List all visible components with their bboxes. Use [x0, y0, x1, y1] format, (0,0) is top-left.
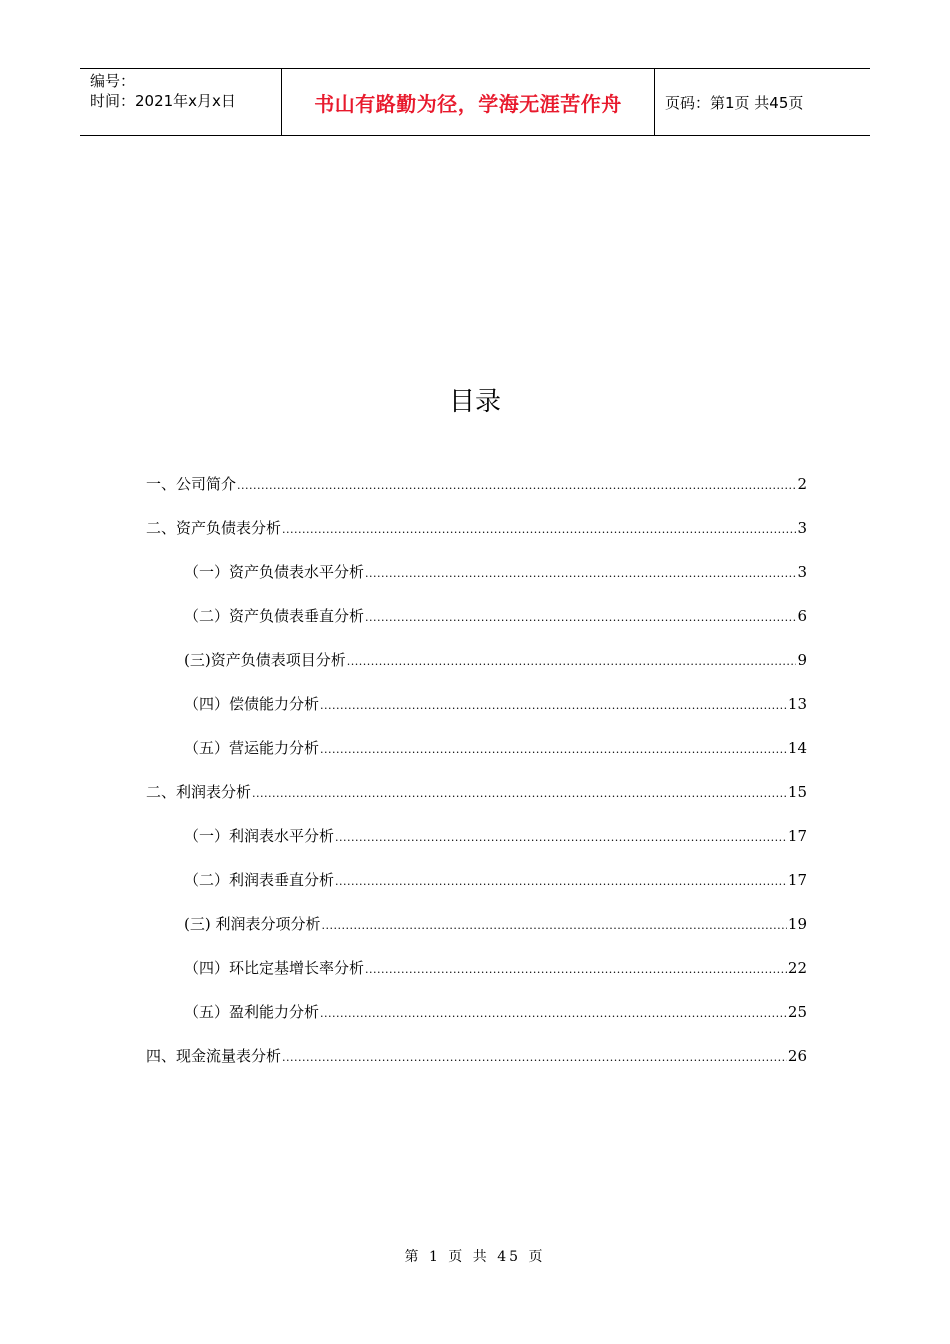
toc-leader: [335, 870, 787, 894]
toc-entry-label: 四、现金流量表分析: [146, 1047, 282, 1065]
toc-entry-page: 6: [797, 607, 807, 625]
toc-leader: [321, 914, 786, 938]
toc-leader: [365, 958, 787, 982]
toc-leader: [320, 738, 787, 762]
toc-entry-page: 19: [787, 915, 807, 933]
toc-entry-page: 25: [787, 1003, 807, 1021]
page-footer: 第 1 页 共 45 页: [404, 1249, 546, 1265]
toc-entry-page: 17: [787, 827, 807, 845]
toc-entry[interactable]: [146, 648, 807, 692]
toc-entry[interactable]: [146, 604, 807, 648]
toc-entry-page: 14: [787, 739, 807, 757]
table-of-contents: [146, 472, 807, 1088]
toc-entry-page: 15: [787, 783, 807, 801]
toc-title: 目录: [448, 387, 501, 417]
toc-entry[interactable]: [146, 560, 807, 604]
toc-leader: [335, 826, 787, 850]
toc-leader: [347, 650, 797, 674]
toc-entry-page: 9: [797, 651, 807, 669]
toc-entry[interactable]: [146, 956, 807, 1000]
toc-entry-label: (三)资产负债表项目分析: [184, 651, 346, 669]
toc-entry-page: 3: [797, 563, 807, 581]
number-label: 编号：: [90, 72, 136, 90]
toc-entry-label: （五）营运能力分析: [184, 739, 320, 757]
toc-entry[interactable]: [146, 780, 807, 824]
toc-leader: [320, 1002, 787, 1026]
toc-leader: [237, 474, 796, 498]
toc-leader: [252, 782, 787, 806]
header-page-info: 页码：第1页 共45页: [665, 93, 804, 112]
toc-entry[interactable]: [146, 1000, 807, 1044]
toc-entry[interactable]: [146, 692, 807, 736]
toc-leader: [365, 562, 796, 586]
toc-entry-page: 26: [787, 1047, 807, 1065]
header-meta: [80, 69, 282, 135]
toc-entry-label: （二）资产负债表垂直分析: [184, 607, 365, 625]
toc-entry[interactable]: [146, 1044, 807, 1088]
header-motto: 书山有路勤为径，学海无涯苦作舟: [282, 69, 655, 135]
toc-entry[interactable]: [146, 912, 807, 956]
toc-entry-label: （一）资产负债表水平分析: [184, 563, 365, 581]
time-label: 时间：2021年x月x日: [90, 92, 236, 110]
toc-entry-label: 一、公司简介: [146, 475, 237, 493]
page-header: [80, 68, 870, 136]
toc-leader: [282, 518, 796, 542]
toc-entry-label: （五）盈利能力分析: [184, 1003, 320, 1021]
toc-entry-label: (三) 利润表分项分析: [184, 915, 321, 933]
toc-entry-label: 二、利润表分析: [146, 783, 252, 801]
toc-entry-label: （二）利润表垂直分析: [184, 871, 335, 889]
toc-entry-page: 3: [797, 519, 807, 537]
toc-leader: [320, 694, 787, 718]
toc-entry-page: 13: [787, 695, 807, 713]
toc-entry-page: 17: [787, 871, 807, 889]
toc-entry-page: 2: [797, 475, 807, 493]
toc-entry[interactable]: [146, 736, 807, 780]
toc-entry[interactable]: [146, 472, 807, 516]
toc-entry-label: （四）偿债能力分析: [184, 695, 320, 713]
toc-entry-label: 二、资产负债表分析: [146, 519, 282, 537]
toc-entry-page: 22: [787, 959, 807, 977]
toc-leader: [282, 1046, 787, 1070]
toc-entry[interactable]: [146, 824, 807, 868]
toc-entry[interactable]: [146, 516, 807, 560]
toc-entry-label: （一）利润表水平分析: [184, 827, 335, 845]
toc-entry[interactable]: [146, 868, 807, 912]
toc-leader: [365, 606, 796, 630]
toc-entry-label: （四）环比定基增长率分析: [184, 959, 365, 977]
